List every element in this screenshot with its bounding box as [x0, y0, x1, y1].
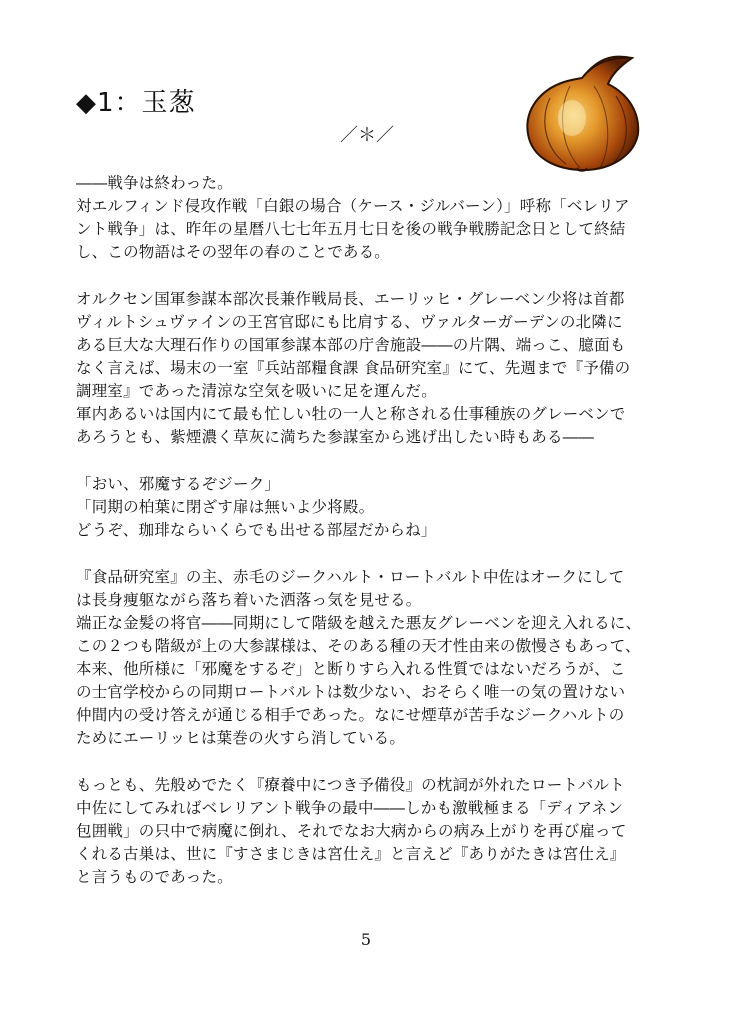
paragraph: [76, 566, 676, 750]
text-line: もっとも、先般めでたく『療養中につき予備役』の枕詞が外れたロートバルト: [76, 776, 625, 794]
text-line: 「同期の柏葉に閉ざす扉は無いよ少将殿。: [76, 498, 375, 516]
text-line: ント戦争」は、昨年の星暦八七七年五月七日を後の戦争戦勝記念日として終結: [76, 220, 626, 238]
page-number: 5: [360, 930, 372, 949]
text-line: 端正な金髪の将官――同期にして階級を越えた悪友グレーベンを迎え入れるに、: [76, 614, 642, 632]
onion-icon: [520, 48, 646, 174]
text-line: この２つも階級が上の大参謀様は、そのある種の天才性由来の傲慢さもあって、: [76, 637, 641, 655]
paragraph: [76, 288, 676, 449]
chapter-heading: [76, 86, 196, 120]
text-line: と言うものであった。: [76, 868, 233, 886]
text-line: ある巨大な大理石作りの国軍参謀本部の庁舎施設――の片隅、端っこ、臆面も: [76, 336, 626, 354]
text-line: し、この物語はその翌年の春のことである。: [76, 243, 391, 261]
text-line: 包囲戦」の只中で病魔に倒れ、それでなお大病からの病み上がりを再び雇って: [76, 822, 627, 840]
text-line: ためにエーリッヒは葉巻の火すら消している。: [76, 729, 406, 747]
text-line: 中佐にしてみればベレリアント戦争の最中――しかも激戦極まる「ディアネン: [76, 799, 624, 817]
section-separator: ／＊／: [340, 125, 394, 146]
text-line: の士官学校からの同期ロートバルトは数少ない、おそらく唯一の気の置けない: [76, 683, 626, 701]
text-line: 本来、他所様に「邪魔をするぞ」と断りすら入れる性質ではないだろうが、こ: [76, 660, 626, 678]
text-line: ヴィルトシュヴァインの王宮官邸にも比肩する、ヴァルターガーデンの北隣に: [76, 313, 623, 331]
paragraph: [76, 172, 676, 264]
chapter-title: 1：玉葱: [97, 88, 196, 118]
text-line: オルクセン国軍参謀本部次長兼作戦局長、エーリッヒ・グレーベン少将は首都: [76, 290, 625, 308]
text-line: 調理室』であった清涼な空気を吸いに足を運んだ。: [76, 382, 437, 400]
text-line: 対エルフィンド侵攻作戦「白銀の場合（ケース・ジルバーン）」呼称「ベレリア: [76, 197, 630, 215]
text-line: どうぞ、珈琲ならいくらでも出せる部屋だからね」: [76, 521, 437, 539]
text-line: は長身痩躯ながら落ち着いた洒落っ気を見せる。: [76, 591, 422, 609]
text-line: あろうとも、紫煙濃く草灰に満ちた参謀室から逃げ出したい時もある――: [76, 428, 595, 446]
text-line: 軍内あるいは国内にて最も忙しい牡の一人と称される仕事種族のグレーベンで: [76, 405, 626, 423]
paragraph: [76, 774, 676, 889]
dialogue-paragraph: [76, 473, 676, 542]
text-line: 「おい、邪魔するぞジーク」: [76, 475, 281, 493]
text-line: くれる古巣は、世に『すさまじきは宮仕え』と言えど『ありがたきは宮仕え』: [76, 845, 626, 863]
text-line: なく言えば、場末の一室『兵站部糧食課 食品研究室』にて、先週まで『予備の: [76, 359, 631, 377]
diamond-bullet-icon: ◆: [76, 88, 97, 118]
story-body: [76, 172, 676, 913]
text-line: 『食品研究室』の主、赤毛のジークハルト・ロートバルト中佐はオークにして: [76, 568, 625, 586]
text-line: ――戦争は終わった。: [76, 174, 233, 192]
text-line: 仲間内の受け答えが通じる相手であった。なにせ煙草が苦手なジークハルトの: [76, 706, 625, 724]
